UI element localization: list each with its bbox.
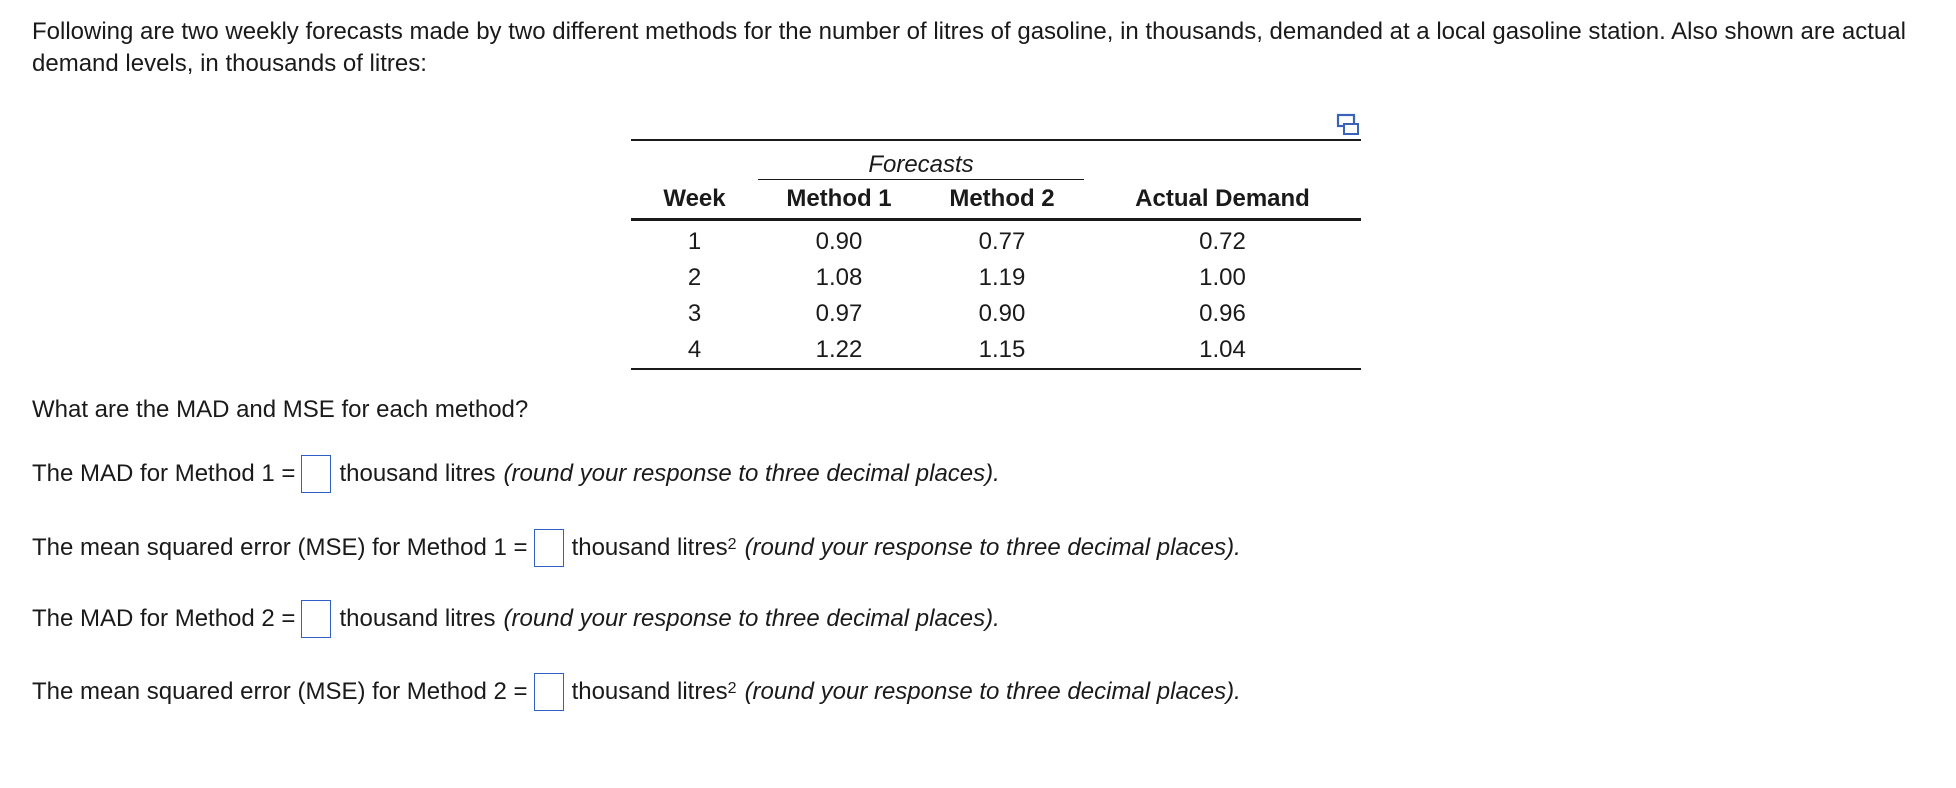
table-row	[631, 296, 1361, 332]
answer-line-mse-method1: The mean squared error (MSE) for Method 1 = thousand litres $^2$ (round your response to three decimal places).	[32, 526, 1241, 570]
rounding-note: (round your response to three decimal places).	[744, 678, 1241, 705]
col-header-method1: Method 1	[786, 185, 892, 212]
copy-table-icon[interactable]	[1336, 113, 1362, 137]
question-text: What are the MAD and MSE for each method?	[32, 396, 529, 423]
table-header-row	[631, 180, 1361, 220]
table-row	[631, 220, 1361, 261]
cell-method2: 1.15	[920, 332, 1084, 369]
table-group-header-row	[631, 140, 1361, 180]
col-header-week: Week	[663, 184, 726, 212]
cell-week: 2	[687, 264, 702, 291]
answer-line-mad-method1	[32, 452, 1000, 496]
cell-actual: 1.00	[1199, 264, 1246, 291]
cell-method1: 1.08	[815, 264, 863, 291]
cell-week: 1	[687, 228, 702, 255]
cell-method1: 1.22	[758, 332, 920, 369]
answer-label: The mean squared error (MSE) for Method 1 =	[32, 534, 528, 561]
answer-line-mad-method2	[32, 597, 1000, 641]
rounding-note: (round your response to three decimal places).	[744, 534, 1241, 561]
cell-method2: 0.77	[978, 228, 1026, 255]
rounding-note: (round your response to three decimal places).	[503, 460, 1000, 487]
answer-line-mse-method2: The mean squared error (MSE) for Method 2 = thousand litres $^2$ (round your response to three decimal places).	[32, 670, 1241, 714]
intro-text: Following are two weekly forecasts made by two different methods for the number of litres of gasoline, in thousands, demanded at a local gasoline station. Also shown are actual demand levels, in thousands of litres:	[32, 18, 1906, 77]
cell-actual: 0.96	[1199, 300, 1246, 327]
cell-week: 3	[687, 300, 702, 327]
answer-label: The MAD for Method 2 =	[32, 605, 296, 632]
mse-method2-input[interactable]	[534, 673, 564, 711]
col-header-method2: Method 2	[949, 185, 1055, 212]
cell-method2: 0.90	[978, 300, 1026, 327]
forecast-table	[631, 139, 1361, 370]
answer-unit: thousand litres	[571, 678, 728, 705]
col-header-actual: Actual Demand	[1135, 184, 1310, 212]
cell-actual: 1.04	[1084, 332, 1361, 369]
mad-method2-input[interactable]	[301, 600, 331, 638]
mse-method1-input[interactable]	[534, 529, 564, 567]
table-row	[631, 260, 1361, 296]
cell-method2: 1.19	[978, 264, 1026, 291]
forecasts-group-label: Forecasts	[758, 140, 1084, 180]
table-row	[631, 332, 1361, 369]
answer-label: The mean squared error (MSE) for Method 2 =	[32, 678, 528, 705]
answer-unit: thousand litres	[339, 460, 496, 487]
answer-label: The MAD for Method 1 =	[32, 460, 296, 487]
cell-actual: 0.72	[1199, 228, 1246, 255]
cell-week: 4	[631, 332, 758, 369]
answer-unit: thousand litres	[571, 534, 728, 561]
answer-unit: thousand litres	[339, 605, 496, 632]
cell-method1: 0.90	[815, 228, 863, 255]
cell-method1: 0.97	[815, 300, 863, 327]
mad-method1-input[interactable]	[301, 455, 331, 493]
rounding-note: (round your response to three decimal places).	[503, 605, 1000, 632]
